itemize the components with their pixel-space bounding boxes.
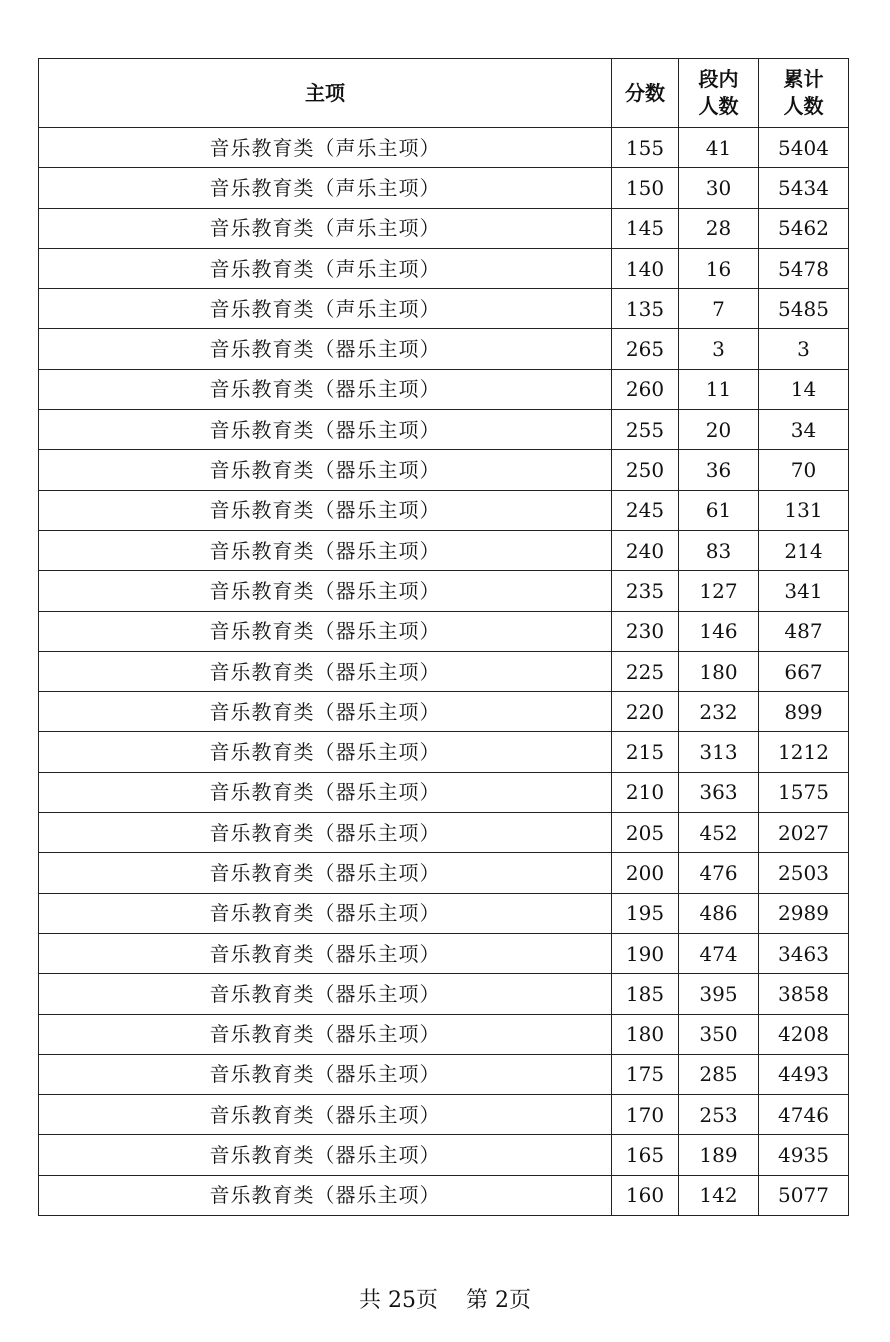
table-row	[39, 893, 849, 933]
table-row	[39, 490, 849, 530]
band-count-cell: 61	[679, 490, 759, 530]
score-cell: 170	[612, 1095, 679, 1135]
major-cell: 音乐教育类（器乐主项）	[39, 530, 612, 570]
major-cell: 音乐教育类（声乐主项）	[39, 289, 612, 329]
band-count-cell: 146	[679, 611, 759, 651]
cumulative-cell: 4208	[759, 1014, 849, 1054]
score-distribution-table	[38, 58, 849, 1216]
cumulative-cell: 4935	[759, 1135, 849, 1175]
table-row	[39, 208, 849, 248]
score-cell: 205	[612, 813, 679, 853]
table-row	[39, 611, 849, 651]
table-row	[39, 651, 849, 691]
header-cumulative	[759, 59, 849, 128]
score-cell: 195	[612, 893, 679, 933]
cumulative-cell: 34	[759, 410, 849, 450]
header-major: 主项	[39, 59, 612, 128]
score-cell: 255	[612, 410, 679, 450]
table-row	[39, 692, 849, 732]
cumulative-cell: 1575	[759, 772, 849, 812]
score-cell: 265	[612, 329, 679, 369]
score-cell: 220	[612, 692, 679, 732]
major-cell: 音乐教育类（器乐主项）	[39, 611, 612, 651]
band-count-cell: 350	[679, 1014, 759, 1054]
page-footer	[0, 1286, 890, 1316]
cumulative-cell: 667	[759, 651, 849, 691]
score-cell: 160	[612, 1175, 679, 1215]
score-cell: 230	[612, 611, 679, 651]
band-count-cell: 363	[679, 772, 759, 812]
major-cell: 音乐教育类（器乐主项）	[39, 813, 612, 853]
major-cell: 音乐教育类（器乐主项）	[39, 853, 612, 893]
band-count-cell: 452	[679, 813, 759, 853]
table-row	[39, 1135, 849, 1175]
cumulative-cell: 4746	[759, 1095, 849, 1135]
band-count-cell: 83	[679, 530, 759, 570]
cumulative-cell: 5478	[759, 248, 849, 288]
score-cell: 140	[612, 248, 679, 288]
major-cell: 音乐教育类（器乐主项）	[39, 732, 612, 772]
header-row	[39, 59, 849, 128]
major-cell: 音乐教育类（器乐主项）	[39, 1095, 612, 1135]
band-count-cell: 3	[679, 329, 759, 369]
cumulative-cell: 2989	[759, 893, 849, 933]
band-count-cell: 36	[679, 450, 759, 490]
band-count-cell: 285	[679, 1054, 759, 1094]
band-count-cell: 127	[679, 571, 759, 611]
major-cell: 音乐教育类（声乐主项）	[39, 168, 612, 208]
table-row	[39, 1054, 849, 1094]
score-cell: 180	[612, 1014, 679, 1054]
header-band-count	[679, 59, 759, 128]
score-cell: 245	[612, 490, 679, 530]
major-cell: 音乐教育类（声乐主项）	[39, 128, 612, 168]
score-cell: 250	[612, 450, 679, 490]
table-row	[39, 289, 849, 329]
table-row	[39, 732, 849, 772]
table-row	[39, 248, 849, 288]
cumulative-cell: 5077	[759, 1175, 849, 1215]
major-cell: 音乐教育类（声乐主项）	[39, 248, 612, 288]
table-row	[39, 1175, 849, 1215]
major-cell: 音乐教育类（器乐主项）	[39, 410, 612, 450]
major-cell: 音乐教育类（器乐主项）	[39, 450, 612, 490]
major-cell: 音乐教育类（器乐主项）	[39, 974, 612, 1014]
score-cell: 190	[612, 933, 679, 973]
table-row	[39, 410, 849, 450]
table-row	[39, 128, 849, 168]
major-cell: 音乐教育类（器乐主项）	[39, 893, 612, 933]
table-row	[39, 369, 849, 409]
band-count-cell: 11	[679, 369, 759, 409]
table-row	[39, 853, 849, 893]
band-count-cell: 476	[679, 853, 759, 893]
table-row	[39, 1014, 849, 1054]
major-cell: 音乐教育类（器乐主项）	[39, 692, 612, 732]
band-count-cell: 142	[679, 1175, 759, 1215]
header-band-count-label: 段内人数	[698, 67, 739, 118]
band-count-cell: 41	[679, 128, 759, 168]
table-row	[39, 772, 849, 812]
table-body	[39, 128, 849, 1216]
band-count-cell: 20	[679, 410, 759, 450]
score-cell: 155	[612, 128, 679, 168]
score-cell: 175	[612, 1054, 679, 1094]
cumulative-cell: 1212	[759, 732, 849, 772]
major-cell: 音乐教育类（器乐主项）	[39, 1054, 612, 1094]
band-count-cell: 486	[679, 893, 759, 933]
table-row	[39, 329, 849, 369]
major-cell: 音乐教育类（器乐主项）	[39, 1175, 612, 1215]
major-cell: 音乐教育类（器乐主项）	[39, 933, 612, 973]
major-cell: 音乐教育类（器乐主项）	[39, 571, 612, 611]
score-cell: 225	[612, 651, 679, 691]
score-cell: 135	[612, 289, 679, 329]
major-cell: 音乐教育类（器乐主项）	[39, 1135, 612, 1175]
cumulative-cell: 5485	[759, 289, 849, 329]
band-count-cell: 313	[679, 732, 759, 772]
band-count-cell: 232	[679, 692, 759, 732]
major-cell: 音乐教育类（器乐主项）	[39, 772, 612, 812]
cumulative-cell: 14	[759, 369, 849, 409]
band-count-cell: 28	[679, 208, 759, 248]
cumulative-cell: 70	[759, 450, 849, 490]
header-score: 分数	[612, 59, 679, 128]
header-cumulative-label: 累计人数	[783, 67, 824, 118]
band-count-cell: 395	[679, 974, 759, 1014]
cumulative-cell: 3858	[759, 974, 849, 1014]
major-cell: 音乐教育类（器乐主项）	[39, 1014, 612, 1054]
cumulative-cell: 487	[759, 611, 849, 651]
cumulative-cell: 214	[759, 530, 849, 570]
table-row	[39, 450, 849, 490]
major-cell: 音乐教育类（器乐主项）	[39, 651, 612, 691]
score-cell: 185	[612, 974, 679, 1014]
table-row	[39, 168, 849, 208]
major-cell: 音乐教育类（器乐主项）	[39, 490, 612, 530]
cumulative-cell: 131	[759, 490, 849, 530]
band-count-cell: 474	[679, 933, 759, 973]
table-row	[39, 933, 849, 973]
major-cell: 音乐教育类（声乐主项）	[39, 208, 612, 248]
score-cell: 150	[612, 168, 679, 208]
band-count-cell: 180	[679, 651, 759, 691]
cumulative-cell: 2503	[759, 853, 849, 893]
band-count-cell: 30	[679, 168, 759, 208]
score-cell: 260	[612, 369, 679, 409]
cumulative-cell: 5434	[759, 168, 849, 208]
cumulative-cell: 4493	[759, 1054, 849, 1094]
band-count-cell: 189	[679, 1135, 759, 1175]
table-row	[39, 813, 849, 853]
band-count-cell: 253	[679, 1095, 759, 1135]
cumulative-cell: 5462	[759, 208, 849, 248]
cumulative-cell: 3	[759, 329, 849, 369]
cumulative-cell: 5404	[759, 128, 849, 168]
cumulative-cell: 3463	[759, 933, 849, 973]
total-pages-label: 共 25页	[359, 1288, 438, 1313]
table-row	[39, 1095, 849, 1135]
table-header	[39, 59, 849, 128]
cumulative-cell: 341	[759, 571, 849, 611]
band-count-cell: 7	[679, 289, 759, 329]
cumulative-cell: 2027	[759, 813, 849, 853]
table-row	[39, 530, 849, 570]
major-cell: 音乐教育类（器乐主项）	[39, 369, 612, 409]
score-cell: 200	[612, 853, 679, 893]
score-cell: 210	[612, 772, 679, 812]
table-row	[39, 571, 849, 611]
major-cell: 音乐教育类（器乐主项）	[39, 329, 612, 369]
band-count-cell: 16	[679, 248, 759, 288]
score-cell: 215	[612, 732, 679, 772]
cumulative-cell: 899	[759, 692, 849, 732]
score-cell: 145	[612, 208, 679, 248]
score-cell: 240	[612, 530, 679, 570]
table-row	[39, 974, 849, 1014]
score-cell: 235	[612, 571, 679, 611]
score-cell: 165	[612, 1135, 679, 1175]
current-page-label: 第 2页	[466, 1288, 531, 1313]
